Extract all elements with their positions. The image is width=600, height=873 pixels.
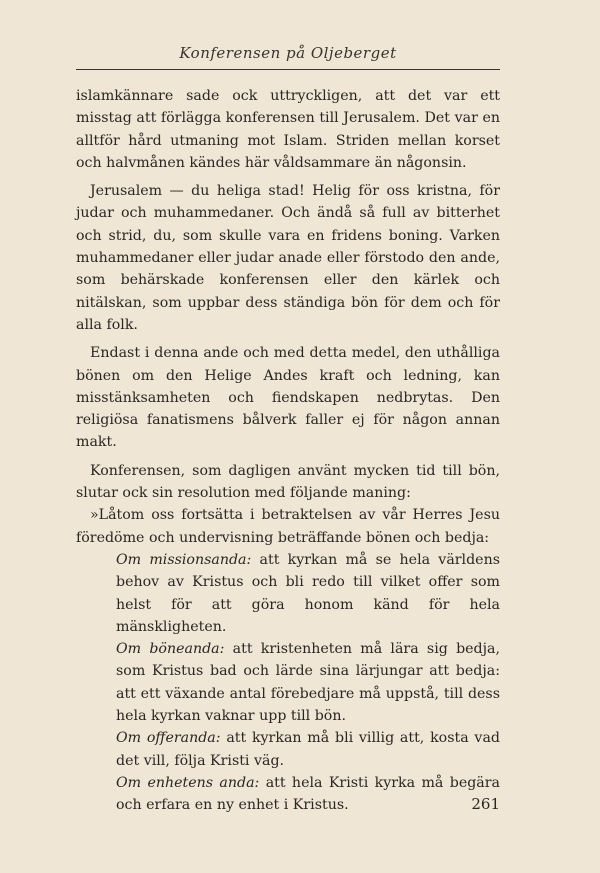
paragraph-5-quote-intro: »Låtom oss fortsätta i betraktelsen av vår Herres Jesu föredöme och undervisning beträffande bönen och bedja: [76, 507, 500, 546]
prayer-point-text: att hela Kristi kyrka må begära och erfara en ny enhet i Kristus. [116, 774, 500, 814]
body-text [76, 85, 500, 817]
prayer-point-text: att kyrkan må se hela världens behov av Kristus och bli redo till vilket offer som helst för att göra honom känd för hela mänskligheten. [116, 551, 500, 635]
page-number: 261 [471, 795, 500, 813]
paragraph-2: Jerusalem — du heliga stad! Helig för oss kristna, för judar och muhammedaner. Och ändå så full av bitterhet och strid, du, som skulle vara en fridens boning. Varken muhammedaner eller judar anade eller förstodo den ande, som behärskade konferensen eller den kärlek och nitälskan, som uppbar dess ständiga bön för dem och för alla folk. [76, 183, 500, 333]
prayer-point-boneanda [116, 638, 500, 727]
prayer-point-label: Om offeranda: [116, 730, 221, 747]
header-rule [76, 69, 500, 70]
prayer-point-missionsanda [116, 549, 500, 638]
running-title: Konferensen på Oljeberget [179, 44, 397, 62]
prayer-point-offeranda [116, 727, 500, 772]
prayer-point-label: Om böneanda: [116, 641, 225, 658]
prayer-point-enhetens-anda [116, 772, 500, 817]
paragraph-4: Konferensen, som dagligen använt mycken tid till bön, slutar ock sin resolution med följande maning: [76, 462, 500, 502]
paragraph-3: Endast i denna ande och med detta medel, den uthålliga bönen om den Helige Andes kraft och ledning, kan misstänksamheten och fiendskapen nedbrytas. Den religiösa fanatismens bålverk faller ej för någon annan makt. [76, 345, 500, 451]
prayer-point-text: att kyrkan må bli villig att, kosta vad det vill, följa Kristi väg. [116, 730, 500, 769]
prayer-point-text: att kristenheten må lära sig bedja, som Kristus bad och lärde sina lärjungar att bedja: att ett växande antal förebedjare må uppstå, till dess hela kyrkan vaknar upp till bön. [116, 641, 500, 725]
paragraph-1: islamkännare sade ock uttryckligen, att det var ett misstag att förlägga konferensen till Jerusalem. Det var en alltför hård utmaning mot Islam. Striden mellan korset och halvmånen kändes här våldsammare än någonsin. [76, 88, 500, 171]
prayer-point-label: Om enhetens anda: [116, 774, 260, 791]
prayer-point-label: Om missionsanda: [116, 551, 252, 568]
